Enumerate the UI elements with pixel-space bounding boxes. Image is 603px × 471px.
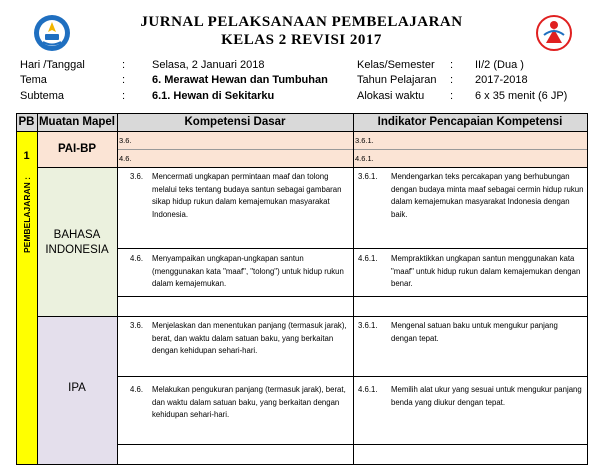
muatan-column-line <box>117 113 118 465</box>
bahasa-kd-2-text: Menyampaikan ungkapan-ungkapan santun (menggunakan kata "maaf", "tolong") untuk hidup rukun dalam kemajemukan. <box>152 254 344 288</box>
ipa-subject: IPA <box>68 382 86 394</box>
table-border-right <box>587 113 588 465</box>
ipa-kd-1-text: Menjelaskan dan menentukan panjang (termasuk jarak), berat, dan waktu dalam satuan baku, yang berkaitan dengan kehidupan sehari-hari. <box>152 321 347 355</box>
ipa-kd-2-text: Melakukan pengukuran panjang (termasuk jarak), berat, dan waktu dalam satuan baku, yang berkaitan dengan kehidupan sehari-hari. <box>152 385 346 419</box>
table-border-header-bottom <box>16 131 588 132</box>
tahun-value: 2017-2018 <box>475 74 528 86</box>
title-line-1: JURNAL PELAKSANAAN PEMBELAJARAN <box>140 14 463 30</box>
colon: : <box>450 59 454 71</box>
alokasi-label: Alokasi waktu <box>357 90 425 102</box>
hari-value: Selasa, 2 Januari 2018 <box>152 59 265 71</box>
subtema-value: 6.1. Hewan di Sekitarku <box>152 90 275 102</box>
header-ipk: Indikator Pencapaian Kompetensi <box>377 116 563 128</box>
colon: : <box>122 74 126 86</box>
ipa-ipk-1-num: 3.6.1. <box>358 321 378 330</box>
ipa-ipk-1-text: Mengenal satuan baku untuk mengukur panjang dengan tepat. <box>391 321 558 343</box>
bahasa-subject-line1: BAHASA <box>53 229 101 241</box>
kelas-label: Kelas/Semester <box>357 59 435 71</box>
bahasa-subject-line2: INDONESIA <box>45 244 109 256</box>
bahasa-ipk-2-text: Mempraktikkan ungkapan santun menggunakan kata "maaf" untuk hidup rukun dalam kemajemukan dengan benar. <box>391 254 581 288</box>
ipa-ipk-2-text: Memilih alat ukur yang sesuai untuk mengukur panjang benda yang diukur dengan tepat. <box>391 385 582 407</box>
header-kd: Kompetensi Dasar <box>184 116 286 128</box>
bahasa-subject <box>37 228 117 258</box>
paibp-ipk-1: 3.6.1. <box>355 136 374 145</box>
title-line-2: KELAS 2 REVISI 2017 <box>221 32 382 48</box>
ipa-kd-2-num: 4.6. <box>130 385 144 394</box>
tema-label: Tema <box>20 74 47 86</box>
table-border-bottom <box>16 464 588 465</box>
ipa-ipk-2-num: 4.6.1. <box>358 385 378 394</box>
header-muatan: Muatan Mapel <box>38 116 116 128</box>
alokasi-value: 6 x 35 menit (6 JP) <box>475 90 568 102</box>
kelas-value: II/2 (Dua ) <box>475 59 524 71</box>
bahasa-kd-2-num: 4.6. <box>130 254 144 263</box>
colon: : <box>450 74 454 86</box>
table-border-left <box>16 113 17 465</box>
colon: : <box>450 90 454 102</box>
paibp-kd-1: 3.6. <box>119 136 132 145</box>
subtema-label: Subtema <box>20 90 65 102</box>
kd-column-line <box>353 113 354 465</box>
bahasa-ipk-2-num: 4.6.1. <box>358 254 378 263</box>
table-border-paibp-bottom <box>37 167 588 168</box>
pb-column-line <box>37 113 38 465</box>
colon: : <box>122 59 126 71</box>
table-border-bahasa-bottom <box>37 316 588 317</box>
tahun-label: Tahun Pelajaran <box>357 74 437 86</box>
tema-value: 6. Merawat Hewan dan Tumbuhan <box>152 74 328 86</box>
hari-label: Hari /Tanggal <box>20 59 85 71</box>
header-pb: PB <box>18 116 35 128</box>
pb-number: 1 <box>23 150 30 162</box>
bahasa-kd-1-num: 3.6. <box>130 172 144 181</box>
paibp-ipk-2: 4.6.1. <box>355 154 374 163</box>
paibp-kd-2: 4.6. <box>119 154 132 163</box>
bahasa-kd-1-text: Mencermati ungkapan permintaan maaf dan tolong melalui teks tentang budaya santun sebagai gambaran sikap hidup rukun dalam kemajemukan masyarakat Indonesia. <box>152 172 342 219</box>
bahasa-ipk-1-num: 3.6.1. <box>358 172 378 181</box>
ipa-kd-1-num: 3.6. <box>130 321 144 330</box>
paibp-subject: PAI-BP <box>57 143 97 155</box>
pb-vertical-label: PEMBELAJARAN : <box>22 176 32 254</box>
bahasa-ipk-1-text: Mendengarkan teks percakapan yang berhubungan dengan budaya minta maaf sebagai cermin hidup rukun dalam kemajemukan masyarakat Indonesia dengan baik. <box>391 172 584 219</box>
colon: : <box>122 90 126 102</box>
